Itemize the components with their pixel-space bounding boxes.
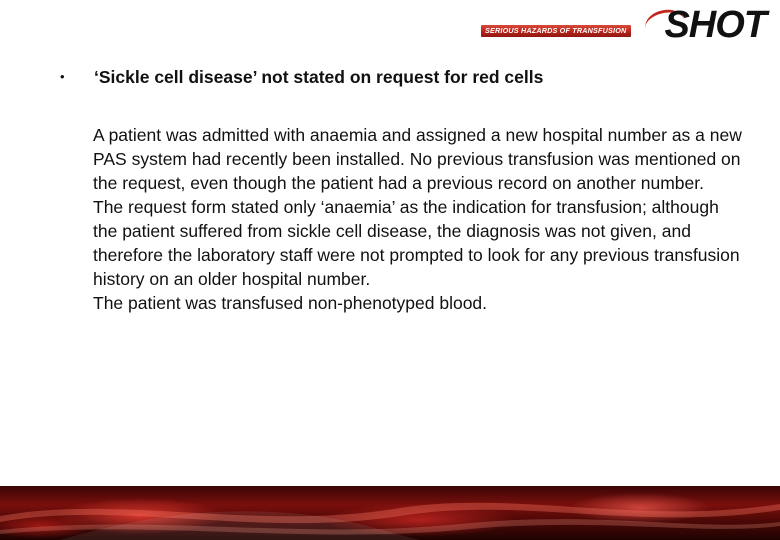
bullet-heading: ‘Sickle cell disease’ not stated on request for red cells <box>94 67 544 87</box>
logo-wordmark: SHOT <box>664 4 766 46</box>
case-description <box>93 123 743 315</box>
shot-logo <box>481 6 766 46</box>
footer-decorative-band <box>0 486 780 540</box>
footer-swoosh-graphic <box>0 486 780 540</box>
logo-tagline: SERIOUS HAZARDS OF TRANSFUSION <box>485 26 627 35</box>
paragraph-request-form: The request form stated only ‘anaemia’ as the indication for transfusion; although the patient suffered from sickle cell disease, the diagnosis was not given, and therefore the laboratory staff were not prompted to look for any previous transfusion history on an older hospital number. <box>93 197 740 289</box>
paragraph-admission: A patient was admitted with anaemia and assigned a new hospital number as a new PAS system had recently been installed. No previous transfusion was mentioned on the request, even though the patient had a previous record on another number. <box>93 125 742 193</box>
paragraph-outcome: The patient was transfused non-phenotyped blood. <box>93 293 488 313</box>
bullet-icon: • <box>60 69 65 84</box>
